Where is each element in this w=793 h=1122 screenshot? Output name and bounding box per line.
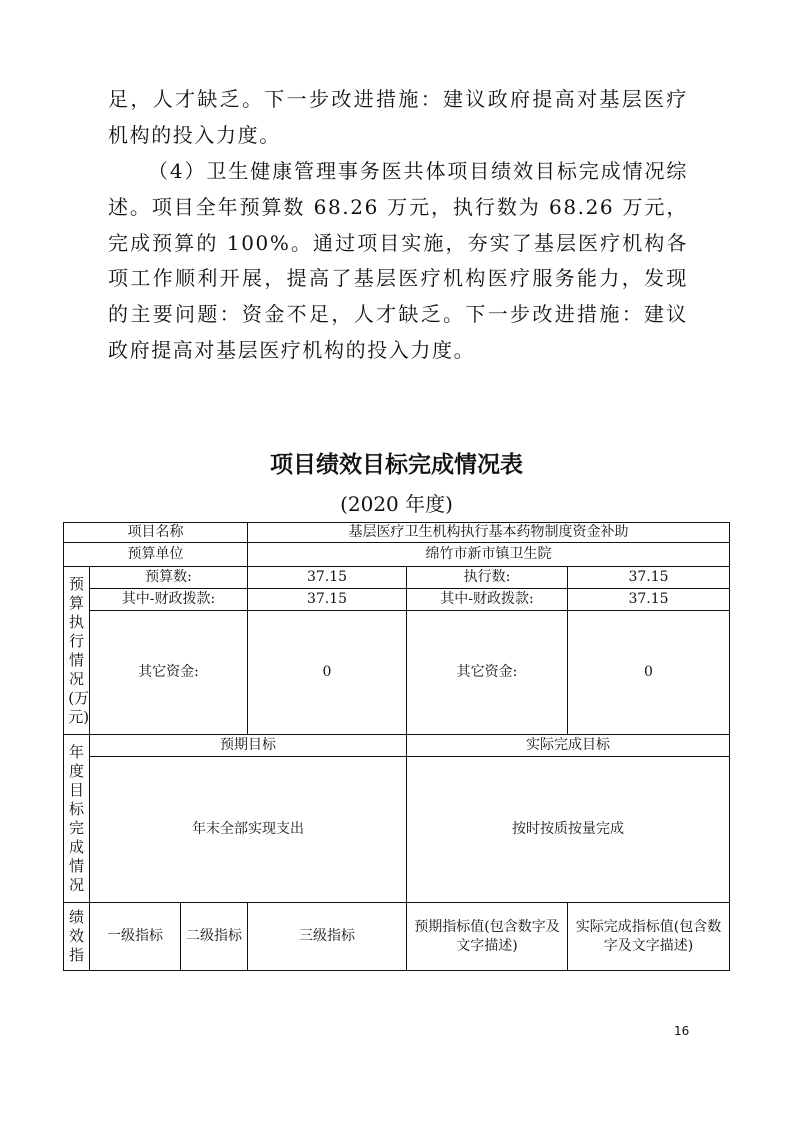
level1-indicator-header: 一级指标 [90, 903, 181, 971]
expected-indicator-value-header: 预期指标值(包含数字及文字描述) [407, 903, 568, 971]
level2-indicator-header: 二级指标 [181, 903, 248, 971]
expected-goal-text: 年末全部实现支出 [90, 757, 407, 903]
budget-value: 37.15 [248, 567, 407, 589]
paragraph-continuation: 足，人才缺乏。下一步改进措施：建议政府提高对基层医疗机构的投入力度。 [108, 87, 688, 147]
budget-label: 预算数: [90, 567, 248, 589]
other-funds-label: 其它资金: [90, 611, 248, 735]
other-funds-value: 0 [248, 611, 407, 735]
budget-execution-side-label: 预算执行情况(万元) [64, 567, 90, 735]
budget-unit-value: 绵竹市新市镇卫生院 [248, 543, 730, 567]
table-subtitle: (2020 年度) [340, 492, 453, 516]
budget-unit-label: 预算单位 [64, 543, 248, 567]
table-title: 项目绩效目标完成情况表 [270, 452, 523, 478]
table-row [64, 523, 730, 543]
project-name-value: 基层医疗卫生机构执行基本药物制度资金补助 [248, 523, 730, 543]
project-name-label: 项目名称 [64, 523, 248, 543]
performance-table [63, 522, 730, 971]
table-row [64, 543, 730, 567]
actual-goal-header: 实际完成目标 [407, 735, 730, 757]
fiscal-allocation-label: 其中-财政拨款: [90, 589, 248, 611]
expected-goal-header: 预期目标 [90, 735, 407, 757]
execution-label: 执行数: [407, 567, 568, 589]
actual-goal-text: 按时按质按量完成 [407, 757, 730, 903]
other-funds-exec-value: 0 [568, 611, 730, 735]
actual-indicator-value-header: 实际完成指标值(包含数字及文字描述) [568, 903, 730, 971]
other-funds-exec-label: 其它资金: [407, 611, 568, 735]
level3-indicator-header: 三级指标 [248, 903, 407, 971]
table-row [64, 735, 730, 757]
page-number: 16 [674, 1024, 690, 1038]
table-row [64, 611, 730, 735]
fiscal-allocation-value: 37.15 [248, 589, 407, 611]
table-row [64, 589, 730, 611]
table-row [64, 567, 730, 589]
fiscal-allocation-exec-value: 37.15 [568, 589, 730, 611]
fiscal-allocation-exec-label: 其中-财政拨款: [407, 589, 568, 611]
indicator-side-label: 绩效指 [64, 903, 90, 971]
execution-value: 37.15 [568, 567, 730, 589]
table-row [64, 757, 730, 903]
paragraph-project-4-summary: （4）卫生健康管理事务医共体项目绩效目标完成情况综述。项目全年预算数 68.26 万元，执行数为 68.26 万元，完成预算的 100%。通过项目实施，夯实了基层医疗机构各项工作顺利开展，提高了基层医疗机构医疗服务能力，发现的主要问题：资金不足，人才缺乏。下一步改进措施：建议政府提高对基层医疗机构的投入力度。 [108, 159, 688, 362]
annual-goal-side-label: 年度目标完成情况 [64, 735, 90, 903]
table-row [64, 903, 730, 971]
